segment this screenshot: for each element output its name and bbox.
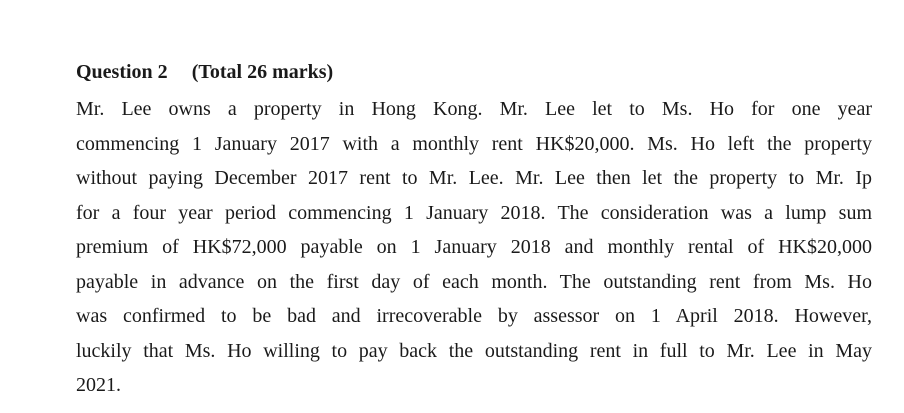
question-marks: (Total 26 marks): [191, 61, 334, 83]
body-line: premium of HK$72,000 payable on 1 January 2018 and monthly rental of HK$20,000: [76, 236, 872, 258]
question-title: Question 2: [76, 61, 168, 83]
question-heading: [76, 58, 333, 86]
question-body: [76, 92, 872, 403]
body-line: commencing 1 January 2017 with a monthly rent HK$20,000. Ms. Ho left the property: [76, 132, 872, 155]
body-line: Mr. Lee owns a property in Hong Kong. Mr. Lee let to Ms. Ho for one year: [76, 98, 872, 120]
body-line: luckily that Ms. Ho willing to pay back the outstanding rent in full to Mr. Lee in May: [76, 339, 872, 362]
body-line: 2021.: [76, 374, 121, 396]
body-line: payable in advance on the first day of each month. The outstanding rent from Ms. Ho: [76, 270, 872, 293]
body-line: for a four year period commencing 1 January 2018. The consideration was a lump sum: [76, 201, 872, 224]
body-line: without paying December 2017 rent to Mr. Lee. Mr. Lee then let the property to Mr. Ip: [76, 167, 872, 189]
body-line: was confirmed to be bad and irrecoverable by assessor on 1 April 2018. However,: [76, 305, 872, 327]
